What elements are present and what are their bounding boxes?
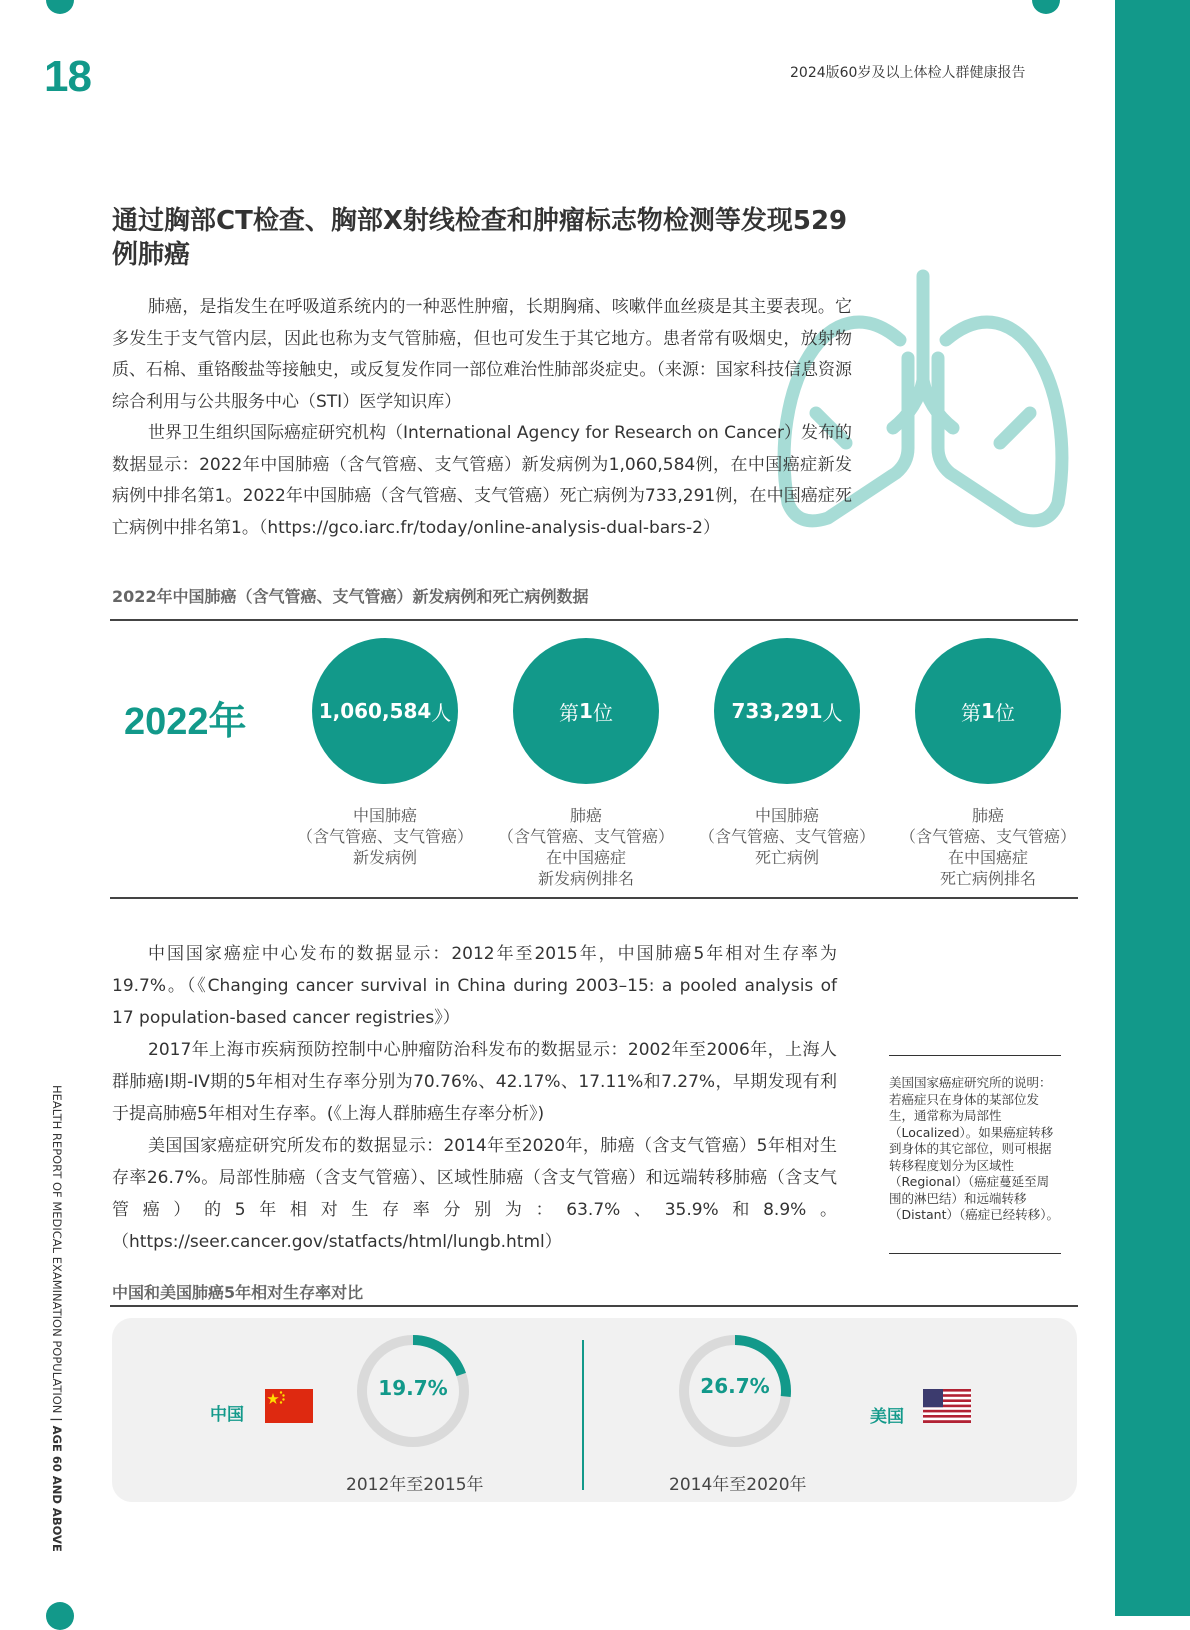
note-top-rule [889, 1055, 1061, 1056]
caption-line: 肺癌 [971, 806, 1004, 825]
report-title: 2024版60岁及以上体检人群健康报告 [790, 65, 1026, 81]
intro-text [112, 292, 852, 544]
caption-line: （含气管癌、支气管癌） [296, 827, 473, 846]
caption-line: （含气管癌、支气管癌） [899, 827, 1076, 846]
comparison-divider [582, 1340, 584, 1490]
stats-label: 2022年中国肺癌（含气管癌、支气管癌）新发病例和死亡病例数据 [112, 587, 589, 606]
caption-line: 在中国癌症 [947, 848, 1028, 867]
top-right-dot [1032, 0, 1060, 14]
caption-line: 新发病例排名 [537, 869, 634, 888]
caption-line: 肺癌 [569, 806, 602, 825]
right-teal-bar [1115, 0, 1190, 1616]
country-usa: 美国 [870, 1407, 904, 1427]
side-note: 美国国家癌症研究所的说明：若癌症只在身体的某部位发生，通常称为局部性（Localized）。如果癌症转移到身体的其它部位，则可根据转移程度划分为区域性（Regional）（癌症蔓延至周围的淋巴结）和远端转移（Distant）（癌症已经转移）。 [889, 1075, 1059, 1222]
survival-text [112, 938, 837, 1258]
stat-caption-new-cases [285, 805, 485, 868]
stat-circle-pre: 第 [559, 700, 580, 725]
stat-circle-value: 733,291 [731, 699, 823, 723]
stats-year: 2022年 [124, 701, 247, 743]
china-period: 2012年至2015年 [346, 1475, 484, 1495]
section-heading: 通过胸部CT检查、胸部X射线检查和肿瘤标志物检测等发现529例肺癌 [112, 206, 848, 270]
caption-line: 在中国癌症 [545, 848, 626, 867]
page-number: 18 [44, 52, 91, 101]
usa-flag-icon [923, 1389, 971, 1423]
stats-bottom-rule [110, 897, 1078, 899]
china-flag-icon [265, 1389, 313, 1423]
stat-circle-value: 1 [981, 699, 995, 723]
survival-paragraph-1: 中国国家癌症中心发布的数据显示：2012年至2015年，中国肺癌5年相对生存率为19.7%。（《Changing cancer survival in China during 2003–15: a pooled analysis of 17 population-based cancer registries》） [112, 944, 837, 1028]
comparison-label: 中国和美国肺癌5年相对生存率对比 [112, 1283, 364, 1302]
usa-rate-ring [678, 1334, 792, 1448]
china-rate-value: 19.7% [378, 1376, 448, 1400]
caption-line: 死亡病例排名 [939, 869, 1036, 888]
intro-paragraph-2: 世界卫生组织国际癌症研究机构（International Agency for Research on Cancer）发布的数据显示：2022年中国肺癌（含气管癌、支气管癌）新发病例为1,060,584例，在中国癌症新发病例中排名第1。2022年中国肺癌（含气管癌、支气管癌）死亡病例为733,291例，在中国癌症死亡病例中排名第1。（https://gco.iarc.fr/today/online-analysis-dual-bars-2） [112, 423, 852, 538]
caption-line: 死亡病例 [754, 848, 819, 867]
stat-circle-pre: 第 [961, 700, 982, 725]
usa-period: 2014年至2020年 [669, 1475, 807, 1495]
caption-line: 新发病例 [352, 848, 417, 867]
stat-caption-death-rank [888, 805, 1088, 889]
vertical-side-text [50, 1085, 64, 1552]
caption-line: （含气管癌、支气管癌） [698, 827, 875, 846]
survival-paragraph-3: 美国国家癌症研究所发布的数据显示：2014年至2020年，肺癌（含支气管癌）5年相对生存率26.7%。局部性肺癌（含支气管癌）、区域性肺癌（含支气管癌）和远端转移肺癌（含支气管癌）的5年相对生存率分别为：63.7%、35.9%和8.9%。（https://seer.cancer.gov/statfacts/html/lungb.html） [112, 1136, 837, 1252]
survival-paragraph-2: 2017年上海市疾病预防控制中心肿瘤防治科发布的数据显示：2002年至2006年，上海人群肺癌I期-IV期的5年相对生存率分别为70.76%、42.17%、17.11%和7.27%，早期发现有利于提高肺癌5年相对生存率。(《上海人群肺癌生存率分析》) [112, 1040, 837, 1124]
stat-circle-suffix: 位 [994, 700, 1015, 725]
comparison-rule [110, 1305, 1078, 1307]
bottom-left-dot [46, 1602, 74, 1630]
stat-caption-deaths [687, 805, 887, 868]
vertical-text-part2: AGE 60 AND ABOVE [50, 1425, 64, 1552]
stat-circle-value: 1,060,584 [318, 699, 432, 723]
country-china: 中国 [210, 1405, 244, 1425]
stat-circle-suffix: 人 [431, 700, 452, 725]
stat-circle-deaths [714, 638, 860, 784]
note-bottom-rule [889, 1253, 1061, 1254]
vertical-text-part1: HEALTH REPORT OF MEDICAL EXAMINATION POPULATION [50, 1085, 64, 1414]
top-left-dot [46, 0, 74, 14]
caption-line: （含气管癌、支气管癌） [497, 827, 674, 846]
stat-caption-new-rank [486, 805, 686, 889]
china-rate-ring [356, 1334, 470, 1448]
caption-line: 中国肺癌 [754, 806, 819, 825]
stat-circle-death-rank [915, 638, 1061, 784]
caption-line: 中国肺癌 [352, 806, 417, 825]
stats-top-rule [110, 619, 1078, 621]
intro-paragraph-1: 肺癌，是指发生在呼吸道系统内的一种恶性肿瘤，长期胸痛、咳嗽伴血丝痰是其主要表现。它多发生于支气管内层，因此也称为支气管肺癌，但也可发生于其它地方。患者常有吸烟史，放射物质、石棉、重铬酸盐等接触史，或反复发作同一部位难治性肺部炎症史。（来源：国家科技信息资源综合利用与公共服务中心（STI）医学知识库） [112, 297, 852, 412]
stat-circle-value: 1 [579, 699, 593, 723]
vertical-text-sep: | [50, 1413, 64, 1426]
stat-circle-new-rank [513, 638, 659, 784]
stat-circle-suffix: 人 [822, 700, 843, 725]
stat-circle-new-cases [312, 638, 458, 784]
stat-circle-suffix: 位 [592, 700, 613, 725]
usa-rate-value: 26.7% [700, 1374, 770, 1398]
